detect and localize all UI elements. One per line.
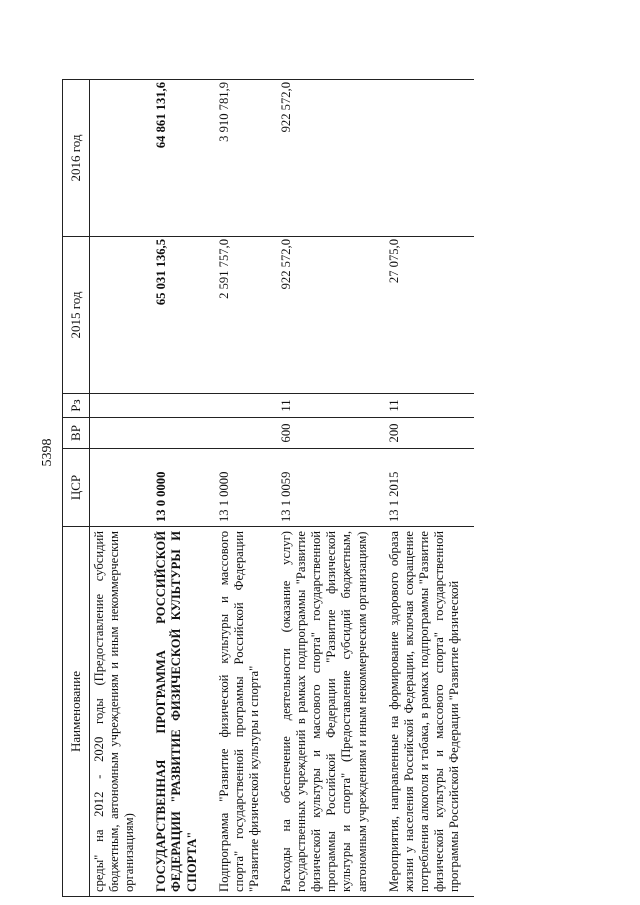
header-2016: 2016 год (63, 80, 90, 237)
row-2015: 922 572,0 (274, 237, 382, 394)
row-vr: 200 (382, 418, 475, 449)
row-2016: 922 572,0 (274, 80, 382, 237)
table-row (149, 80, 211, 897)
row-rz: 11 (274, 394, 382, 418)
row-name: ГОСУДАРСТВЕННАЯ ПРОГРАММА РОССИЙСКОЙ ФЕДЕРАЦИИ "РАЗВИТИЕ ФИЗИЧЕСКОЙ КУЛЬТУРЫ И СПОРТА" (149, 527, 211, 897)
header-csr: ЦСР (63, 449, 90, 527)
row-rz (212, 394, 274, 418)
table-row (382, 80, 475, 897)
header-2015: 2015 год (63, 237, 90, 394)
row-2016 (90, 80, 150, 237)
header-name: Наименование (63, 527, 90, 897)
row-csr (90, 449, 150, 527)
header-rz: Рз (63, 394, 90, 418)
row-2016: 64 861 131,6 (149, 80, 211, 237)
row-vr (212, 418, 274, 449)
row-csr: 13 1 0059 (274, 449, 382, 527)
table-header-row (63, 80, 90, 897)
table-row (274, 80, 382, 897)
row-rz (149, 394, 211, 418)
page-number: 5398 (40, 438, 55, 467)
row-2015: 27 075,0 (382, 237, 475, 394)
row-name: Подпрограмма "Развитие физической культуры и массового спорта" государственной программы Российской Федерации "Развитие физической культуры и спорта" (212, 527, 274, 897)
row-2015: 2 591 757,0 (212, 237, 274, 394)
budget-table (62, 79, 474, 897)
row-csr: 13 1 0000 (212, 449, 274, 527)
row-2016: 3 910 781,9 (212, 80, 274, 237)
row-rz (90, 394, 150, 418)
header-vr: ВР (63, 418, 90, 449)
row-csr: 13 0 0000 (149, 449, 211, 527)
row-name: Мероприятия, направленные на формирование здорового образа жизни у населения Российской Федерации, включая сокращение потребления алкоголя и табака, в рамках подпрограммы "Развитие физической культуры и массового спорта" государственной программы Российской Федерации "Развитие физической (382, 527, 475, 897)
row-2016 (382, 80, 475, 237)
row-vr: 600 (274, 418, 382, 449)
row-vr (90, 418, 150, 449)
row-2015: 65 031 136,5 (149, 237, 211, 394)
row-csr: 13 1 2015 (382, 449, 475, 527)
row-name: среды" на 2012 - 2020 годы (Предоставление субсидий бюджетным, автономным учреждениям и иным некоммерческим организациям) (90, 527, 150, 897)
table-row (90, 80, 150, 897)
row-rz: 11 (382, 394, 475, 418)
table-row (212, 80, 274, 897)
row-vr (149, 418, 211, 449)
row-2015 (90, 237, 150, 394)
row-name: Расходы на обеспечение деятельности (оказание услуг) государственных учреждений в рамках подпрограммы "Развитие физической культуры и массового спорта" государственной программы Российской Федерации "Развитие физической культуры и спорта" (Предоставление субсидий бюджетным, автономным учреждениям и иным некоммерческим организациям) (274, 527, 382, 897)
